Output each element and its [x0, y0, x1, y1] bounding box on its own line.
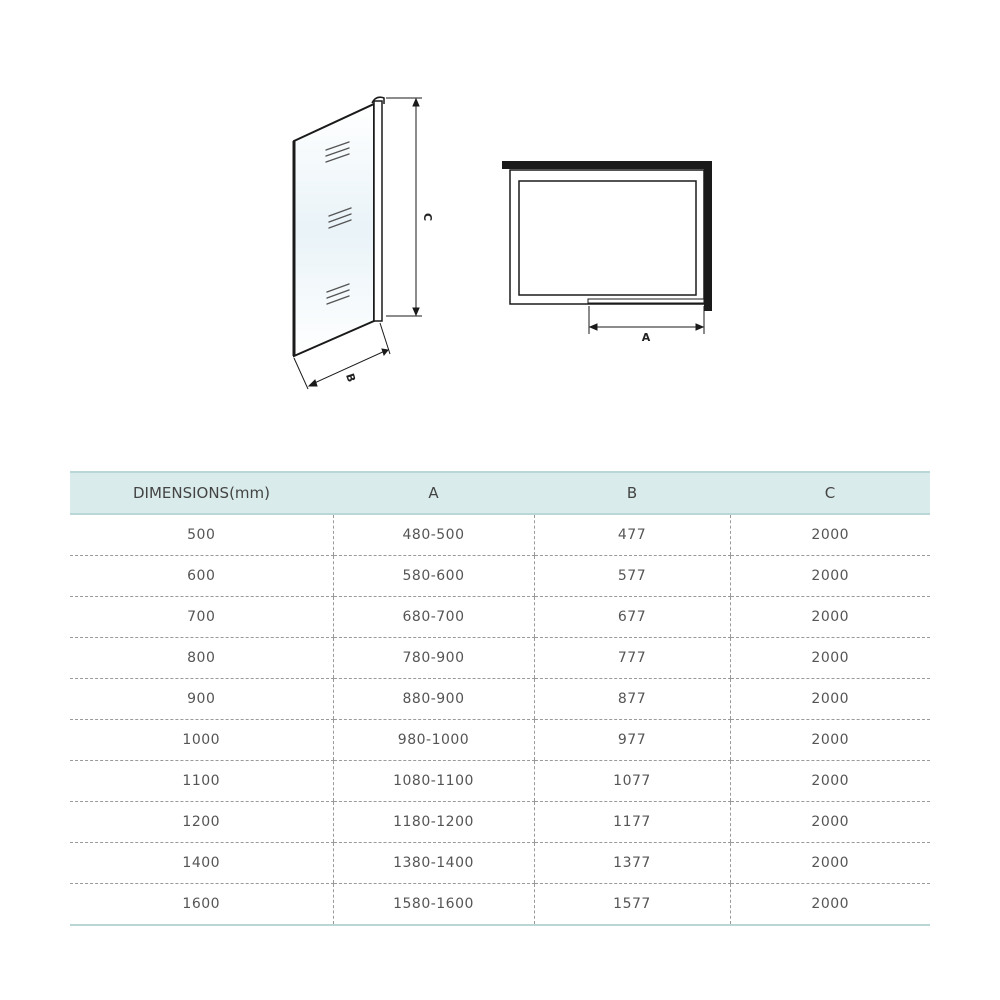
cell-c: 2000 — [730, 843, 930, 884]
glass-panel-plan — [588, 299, 704, 303]
header-b: B — [534, 472, 730, 514]
cell-size: 1000 — [70, 720, 333, 761]
table-row — [70, 556, 930, 597]
cell-b: 677 — [534, 597, 730, 638]
cell-a: 580-600 — [333, 556, 534, 597]
cell-size: 800 — [70, 638, 333, 679]
wall-profile — [374, 101, 382, 321]
table-row — [70, 597, 930, 638]
diagram-svg — [0, 0, 1000, 440]
wall-right — [704, 161, 712, 311]
side-view-panel — [294, 97, 434, 389]
cell-c: 2000 — [730, 638, 930, 679]
cell-a: 1580-1600 — [333, 884, 534, 926]
table-header-row — [70, 472, 930, 514]
cell-b: 1577 — [534, 884, 730, 926]
table-row — [70, 761, 930, 802]
cell-b: 877 — [534, 679, 730, 720]
table-row — [70, 802, 930, 843]
table-row — [70, 720, 930, 761]
cell-size: 1100 — [70, 761, 333, 802]
cell-a: 780-900 — [333, 638, 534, 679]
cell-a: 1180-1200 — [333, 802, 534, 843]
cell-b: 1077 — [534, 761, 730, 802]
cell-size: 600 — [70, 556, 333, 597]
cell-c: 2000 — [730, 720, 930, 761]
cell-c: 2000 — [730, 597, 930, 638]
cell-a: 680-700 — [333, 597, 534, 638]
table-row — [70, 679, 930, 720]
cell-c: 2000 — [730, 761, 930, 802]
cell-size: 1600 — [70, 884, 333, 926]
label-b: B — [342, 371, 358, 384]
cell-size: 1400 — [70, 843, 333, 884]
cell-b: 977 — [534, 720, 730, 761]
cell-size: 500 — [70, 514, 333, 556]
header-c: C — [730, 472, 930, 514]
label-a: A — [641, 331, 651, 344]
cell-c: 2000 — [730, 679, 930, 720]
header-dimensions: DIMENSIONS(mm) — [70, 472, 333, 514]
cell-a: 1380-1400 — [333, 843, 534, 884]
label-c: C — [421, 212, 434, 222]
cell-b: 477 — [534, 514, 730, 556]
cell-c: 2000 — [730, 514, 930, 556]
wall-top — [502, 161, 712, 169]
cell-c: 2000 — [730, 884, 930, 926]
table-row — [70, 843, 930, 884]
cell-a: 1080-1100 — [333, 761, 534, 802]
table-row — [70, 884, 930, 926]
tray-inner — [519, 181, 696, 295]
cell-c: 2000 — [730, 556, 930, 597]
cell-b: 1177 — [534, 802, 730, 843]
cell-c: 2000 — [730, 802, 930, 843]
cell-a: 880-900 — [333, 679, 534, 720]
dimensions-table — [70, 471, 930, 926]
table-row — [70, 638, 930, 679]
cell-a: 480-500 — [333, 514, 534, 556]
header-a: A — [333, 472, 534, 514]
cell-b: 1377 — [534, 843, 730, 884]
cell-size: 900 — [70, 679, 333, 720]
dimension-diagrams — [0, 0, 1000, 440]
dimension-a — [589, 306, 704, 334]
top-view-plan — [502, 161, 712, 344]
cell-b: 777 — [534, 638, 730, 679]
cell-size: 700 — [70, 597, 333, 638]
cell-b: 577 — [534, 556, 730, 597]
glass-panel — [294, 104, 374, 356]
table-row — [70, 514, 930, 556]
dimension-c — [386, 98, 422, 316]
cell-size: 1200 — [70, 802, 333, 843]
cell-a: 980-1000 — [333, 720, 534, 761]
